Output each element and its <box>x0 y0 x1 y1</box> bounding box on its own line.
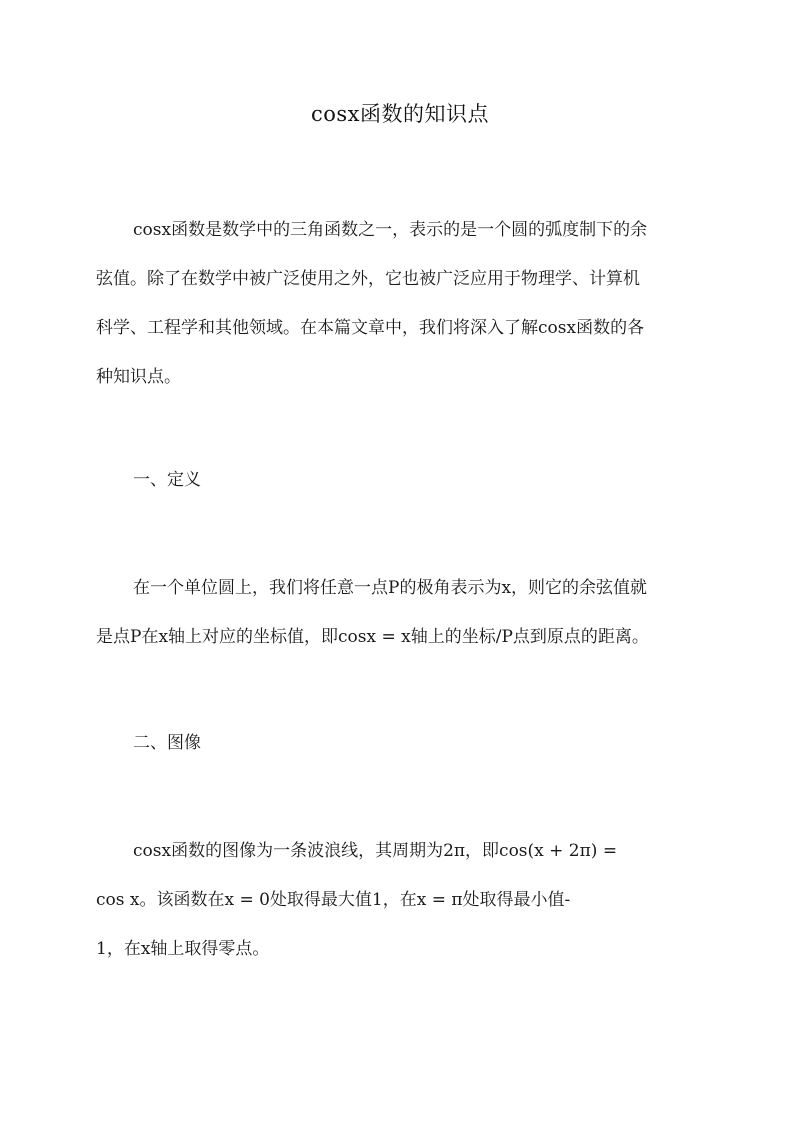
graph-paragraph <box>96 827 704 974</box>
definition-paragraph <box>96 564 704 662</box>
paragraph-line: 科学、工程学和其他领域。在本篇文章中，我们将深入了解cosx函数的各 <box>96 318 645 338</box>
paragraph-line: 种知识点。 <box>96 367 181 387</box>
paragraph-line: 1，在x轴上取得零点。 <box>96 939 270 959</box>
paragraph-line: 是点P在x轴上对应的坐标值，即cosx = x轴上的坐标/P点到原点的距离。 <box>96 627 649 647</box>
intro-paragraph <box>96 206 704 402</box>
section-heading-graph: 二、图像 <box>133 733 201 753</box>
paragraph-line: cosx函数的图像为一条波浪线，其周期为2π，即cos(x + 2π) = <box>133 841 618 861</box>
paragraph-line: 弦值。除了在数学中被广泛使用之外，它也被广泛应用于物理学、计算机 <box>96 269 640 289</box>
paragraph-line: 在一个单位圆上，我们将任意一点P的极角表示为x，则它的余弦值就 <box>133 578 648 598</box>
paragraph-line: cos x。该函数在x = 0处取得最大值1，在x = π处取得最小值- <box>96 890 571 910</box>
paragraph-line: cosx函数是数学中的三角函数之一，表示的是一个圆的弧度制下的余 <box>133 220 648 240</box>
section-heading-definition: 一、定义 <box>133 470 201 490</box>
document-title: cosx函数的知识点 <box>310 102 490 126</box>
